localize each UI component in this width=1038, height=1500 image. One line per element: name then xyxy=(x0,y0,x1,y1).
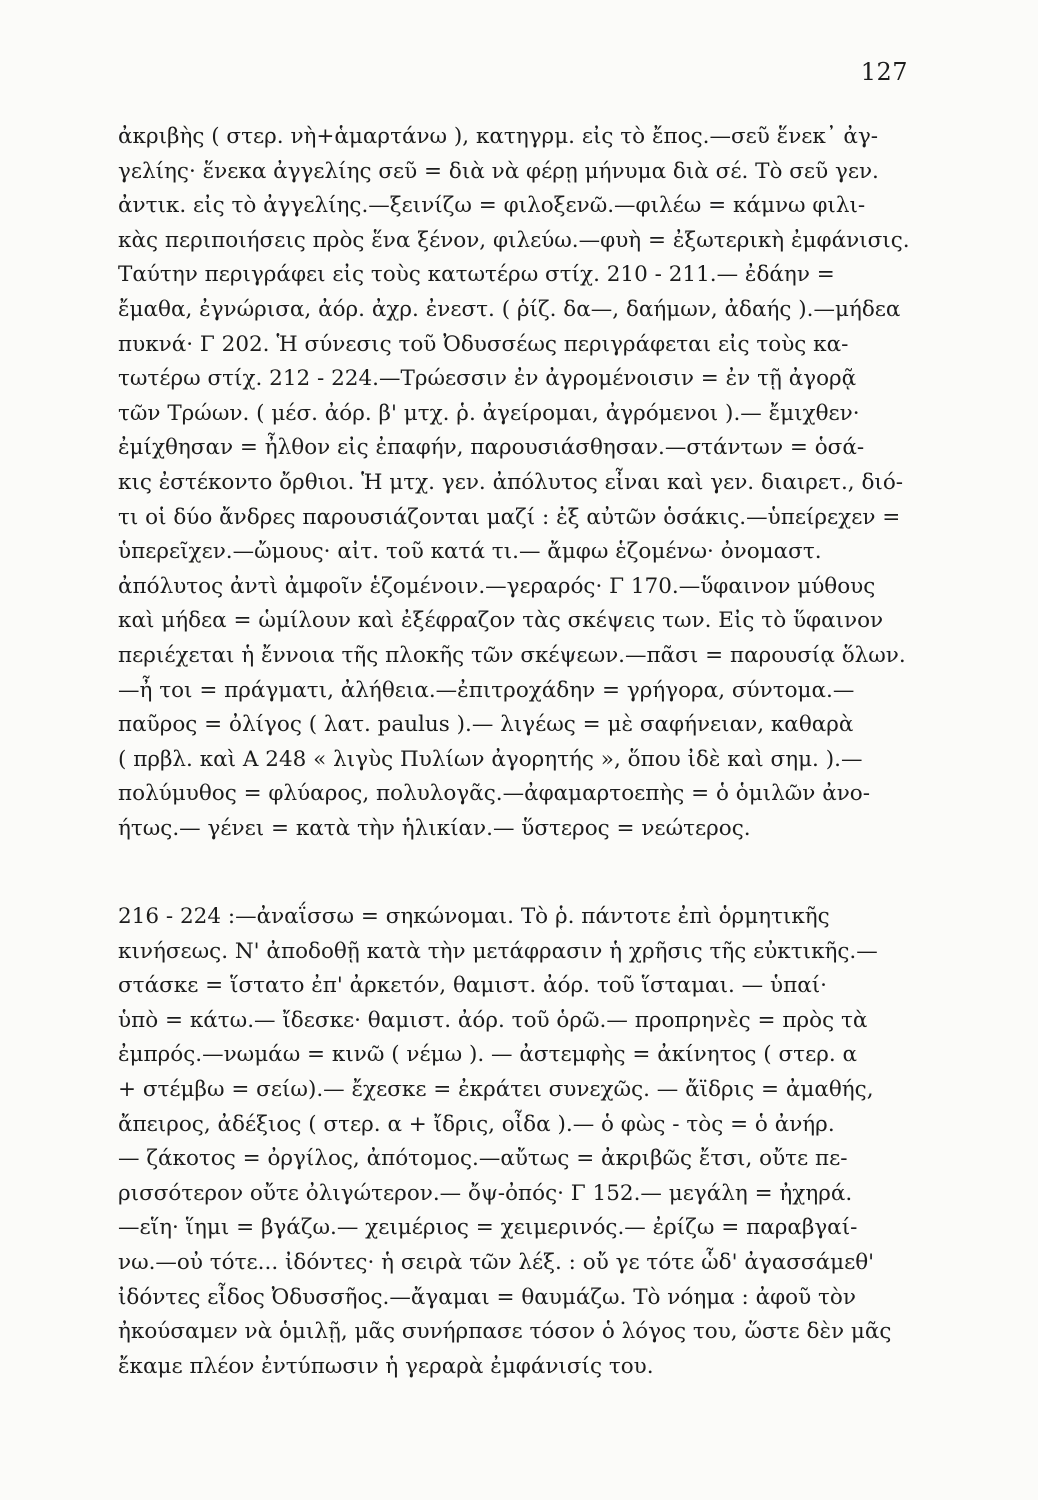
paragraph-commentary-1 xyxy=(118,120,918,846)
text-line: ήτως.— γένει = κατὰ τὴν ἡλικίαν.— ὕστερος = νεώτερος. xyxy=(118,815,751,841)
text-line: παῦρος = ὀλίγος ( λατ. paulus ).— λιγέως = μὲ σαφήνειαν, καθαρὰ xyxy=(118,712,854,738)
paragraph-commentary-2 xyxy=(118,900,918,1384)
text-line: ρισσότερον οὔτε ὀλιγώτερον.— ὄψ-ὀπός· Γ 152.— μεγάλη = ἠχηρά. xyxy=(118,1180,853,1206)
text-line: 216 - 224 :—ἀναΐσσω = σηκώνομαι. Τὸ ῥ. πάντοτε ἐπὶ ὁρμητικῆς xyxy=(118,904,830,929)
text-line: Ταύτην περιγράφει εἰς τοὺς κατωτέρω στίχ. 210 - 211.— ἐδάην = xyxy=(118,262,835,288)
text-line: ἀκριβὴς ( στερ. νὴ+ἁμαρτάνω ), κατηγρμ. εἰς τὸ ἔπος.—σεῦ ἕνεκ᾽ ἀγ- xyxy=(118,124,879,149)
text-line: πολύμυθος = φλύαρος, πολυλογᾶς.—ἀφαμαρτοεπὴς = ὁ ὁμιλῶν ἀνο- xyxy=(118,781,870,807)
text-line: ἔκαμε πλέον ἐντύπωσιν ἡ γεραρὰ ἐμφάνισίς του. xyxy=(118,1353,654,1379)
text-line: ἔμαθα, ἐγνώρισα, ἀόρ. ἀχρ. ἐνεστ. ( ῥίζ. δα—, δαήμων, ἀδαής ).—μήδεα xyxy=(118,296,901,322)
text-line: κὰς περιποιήσεις πρὸς ἕνα ξένον, φιλεύω.—φυὴ = ἐξωτερικὴ ἐμφάνισις. xyxy=(118,227,910,253)
text-line: τι οἱ δύο ἄνδρες παρουσιάζονται μαζί : ἐξ αὐτῶν ὁσάκις.—ὑπείρεχεν = xyxy=(118,504,901,530)
text-line: ὑπερεῖχεν.—ὤμους· αἰτ. τοῦ κατά τι.— ἄμφω ἑζομένω· ὀνομαστ. xyxy=(118,539,822,565)
text-line: κινήσεως. Ν' ἀποδοθῇ κατὰ τὴν μετάφρασιν ἡ χρῆσις τῆς εὐκτικῆς.— xyxy=(118,938,878,964)
text-line: πυκνά· Γ 202. Ἡ σύνεσις τοῦ Ὀδυσσέως περιγράφεται εἰς τοὺς κα- xyxy=(118,331,849,357)
text-line: —ἦ τοι = πράγματι, ἀλήθεια.—ἐπιτροχάδην = γρήγορα, σύντομα.— xyxy=(118,677,855,703)
text-line: ἠκούσαμεν νὰ ὁμιλῇ, μᾶς συνήρπασε τόσον ὁ λόγος του, ὥστε δὲν μᾶς xyxy=(118,1319,892,1345)
text-line: τωτέρω στίχ. 212 - 224.—Τρώεσσιν ἐν ἀγρομένοισιν = ἐν τῇ ἀγορᾷ xyxy=(118,366,857,392)
text-line: ἐμίχθησαν = ἦλθον εἰς ἐπαφήν, παρουσιάσθησαν.—στάντων = ὁσά- xyxy=(118,435,865,461)
text-line: ὑπὸ = κάτω.— ἴδεσκε· θαμιστ. ἀόρ. τοῦ ὁρῶ.— προπρηνὲς = πρὸς τὰ xyxy=(118,1007,868,1033)
text-line: κις ἐστέκοντο ὄρθιοι. Ἡ μτχ. γεν. ἀπόλυτος εἶναι καὶ γεν. διαιρετ., διό- xyxy=(118,469,904,495)
text-line: στάσκε = ἵστατο ἐπ' ἀρκετόν, θαμιστ. ἀόρ. τοῦ ἵσταμαι. — ὑπαί· xyxy=(118,973,827,999)
text-line: ἐμπρός.—νωμάω = κινῶ ( νέμω ). — ἀστεμφὴς = ἀκίνητος ( στερ. α xyxy=(118,1042,858,1068)
text-line: —εἵη· ἵημι = βγάζω.— χειμέριος = χειμερινός.— ἐρίζω = παραβγαί- xyxy=(118,1215,858,1241)
text-line: τῶν Τρώων. ( μέσ. ἀόρ. β' μτχ. ῥ. ἀγείρομαι, ἀγρόμενοι ).— ἔμιχθεν· xyxy=(118,400,860,426)
text-line: ἄπειρος, ἀδέξιος ( στερ. α + ἴδρις, οἶδα ).— ὁ φὼς - τὸς = ὁ ἀνήρ. xyxy=(118,1111,835,1137)
text-line: ἀπόλυτος ἀντὶ ἀμφοῖν ἑζομένοιν.—γεραρός· Γ 170.—ὕφαινον μύθους xyxy=(118,573,876,599)
text-line: ἰδόντες εἶδος Ὀδυσσῆος.—ἄγαμαι = θαυμάζω. Τὸ νόημα : ἀφοῦ τὸν xyxy=(118,1284,856,1310)
page-number: 127 xyxy=(860,58,908,86)
text-line: καὶ μήδεα = ὡμίλουν καὶ ἐξέφραζον τὰς σκέψεις των. Εἰς τὸ ὕφαινον xyxy=(118,608,884,634)
text-line: — ζάκοτος = ὀργίλος, ἀπότομος.—αὔτως = ἀκριβῶς ἔτσι, οὔτε πε- xyxy=(118,1146,848,1172)
text-line: γελίης· ἕνεκα ἀγγελίης σεῦ = διὰ νὰ φέρῃ μήνυμα διὰ σέ. Τὸ σεῦ γεν. xyxy=(118,158,879,184)
text-line: ἀντικ. εἰς τὸ ἀγγελίης.—ξεινίζω = φιλοξενῶ.—φιλέω = κάμνω φιλι- xyxy=(118,193,866,219)
text-line: περιέχεται ἡ ἔννοια τῆς πλοκῆς τῶν σκέψεων.—πᾶσι = παρουσίᾳ ὅλων. xyxy=(118,642,906,668)
text-line: ( πρβλ. καὶ Α 248 « λιγὺς Πυλίων ἀγορητής », ὅπου ἰδὲ καὶ σημ. ).— xyxy=(118,746,863,772)
text-line: νω.—οὐ τότε... ἰδόντες· ἡ σειρὰ τῶν λέξ. : οὔ γε τότε ὧδ' ἀγασσάμεθ' xyxy=(118,1249,875,1275)
text-line: + στέμβω = σείω).— ἔχεσκε = ἐκράτει συνεχῶς. — ἄϊδρις = ἀμαθής, xyxy=(118,1076,874,1102)
